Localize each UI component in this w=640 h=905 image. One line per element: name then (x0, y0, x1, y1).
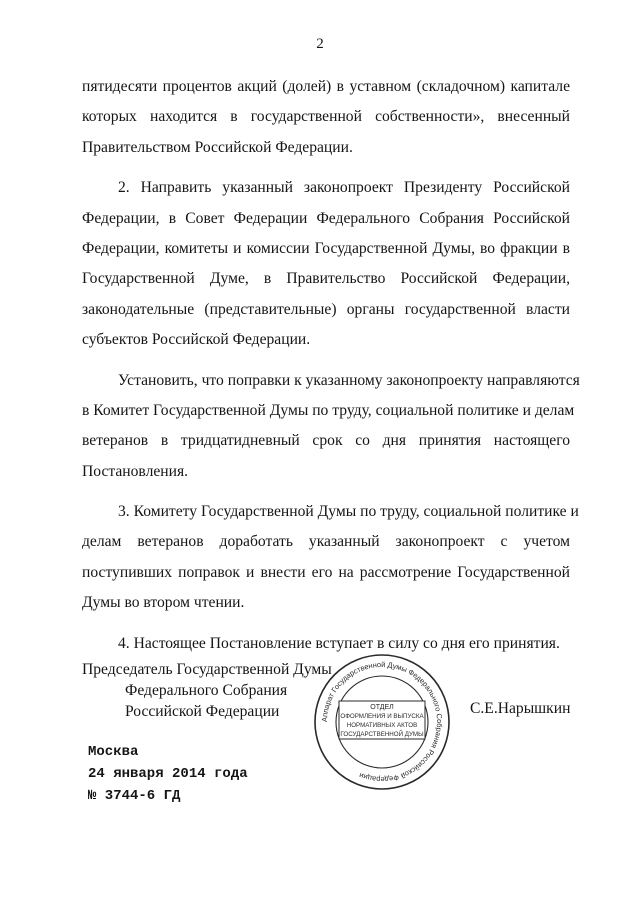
stamp-ring-text: Аппарат Государственной Думы Федерального Собрания Российской Федерации (319, 659, 445, 785)
stamp-box-text: ГОСУДАРСТВЕННОЙ ДУМЫ (340, 731, 424, 738)
signatory-title: Председатель Государственной Думы (82, 661, 332, 678)
signatory-title: Российской Федерации (125, 703, 280, 720)
body-line: Думы во втором чтении. (82, 594, 245, 612)
signing-date: 24 января 2014 года (88, 766, 248, 782)
body-line: Федерации, комитеты и комиссии Государственной Думы, во фракции в (82, 239, 570, 257)
stamp-box-text: ОТДЕЛ (370, 704, 394, 711)
body-line: которых находится в государственной собственности», внесенный (82, 108, 570, 126)
body-line: Установить, что поправки к указанному законопроекту направляются (118, 371, 580, 389)
body-line: Правительством Российской Федерации. (82, 138, 353, 156)
body-line: поступивших поправок и внести его на рассмотрение Государственной (82, 563, 570, 581)
official-stamp (312, 652, 452, 792)
stamp-box-text: ОФОРМЛЕНИЯ И ВЫПУСКА (340, 713, 424, 720)
body-line: субъектов Российской Федерации. (82, 331, 311, 349)
document-number: № 3744-6 ГД (88, 788, 181, 804)
stamp-box-text: НОРМАТИВНЫХ АКТОВ (346, 722, 418, 729)
place-of-signing: Москва (88, 744, 139, 760)
body-line: ветеранов в тридцатидневный срок со дня принятия настоящего (82, 432, 570, 450)
signatory-name: С.Е.Нарышкин (470, 700, 571, 717)
body-line: 2. Направить указанный законопроект Президенту Российской (118, 179, 570, 197)
body-line: Постановления. (82, 462, 189, 480)
body-line: Государственной Думе, в Правительство Российской Федерации, (82, 270, 570, 288)
body-line: пятидесяти процентов акций (долей) в уставном (складочном) капитале (82, 78, 570, 95)
signatory-title: Федерального Собрания (125, 682, 288, 699)
body-line: 3. Комитету Государственной Думы по труду, социальной политике и (118, 503, 579, 521)
body-line: в Комитет Государственной Думы по труду, социальной политике и делам (82, 401, 575, 419)
page-number: 2 (316, 36, 324, 52)
document-body (82, 72, 580, 659)
body-line: Федерации, в Совет Федерации Федерального Собрания Российской (82, 209, 570, 227)
body-line: делам ветеранов доработать указанный законопроект с учетом (82, 533, 570, 551)
body-line: законодательные (представительные) органы государственной власти (82, 300, 570, 318)
body-line: 4. Настоящее Постановление вступает в силу со дня его принятия. (118, 634, 560, 652)
